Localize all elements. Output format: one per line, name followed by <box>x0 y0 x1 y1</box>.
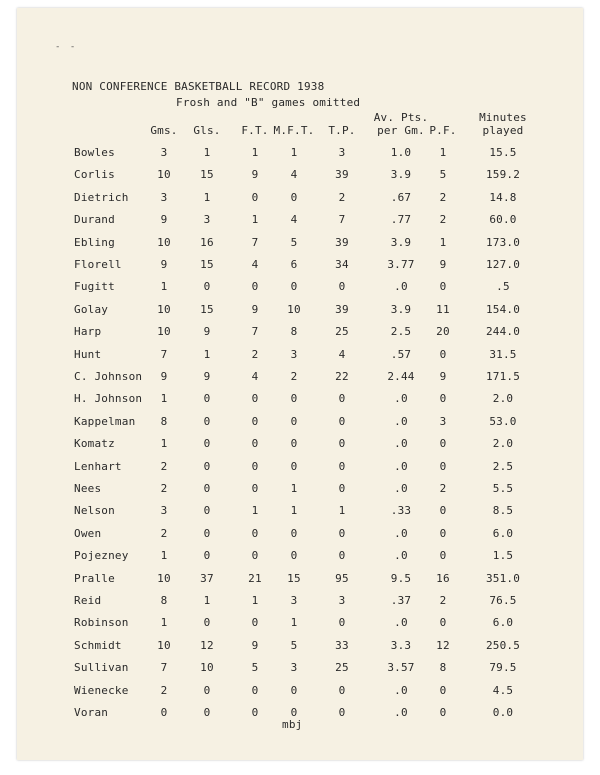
table-row <box>0 460 600 476</box>
cell-missed-free-throws: 3 <box>290 594 298 607</box>
cell-free-throws: 9 <box>251 638 259 652</box>
column-header-line2: P.F. <box>429 124 457 137</box>
cell-total-points: 2 <box>338 190 346 204</box>
cell-games: 1 <box>160 437 168 451</box>
cell-personal-fouls: 0 <box>439 549 447 563</box>
player-name: Harp <box>74 325 102 339</box>
cell-games: 10 <box>157 168 171 182</box>
table-row <box>0 303 600 319</box>
table-row <box>0 572 600 588</box>
cell-personal-fouls: 11 <box>436 302 450 316</box>
cell-minutes-played: 244.0 <box>485 325 521 339</box>
cell-personal-fouls: 1 <box>439 235 447 249</box>
cell-personal-fouls: 2 <box>439 594 447 607</box>
player-name: Dietrich <box>74 190 129 204</box>
cell-minutes-played: 5.5 <box>492 482 514 495</box>
player-name: Nelson <box>74 504 115 518</box>
cell-minutes-played: .5 <box>496 280 510 294</box>
player-name: Ebling <box>74 235 115 249</box>
cell-personal-fouls: 0 <box>439 280 447 294</box>
cell-goals: 3 <box>203 213 211 227</box>
player-name: Owen <box>74 526 102 540</box>
table-row <box>0 415 600 431</box>
cell-minutes-played: 8.5 <box>492 504 514 518</box>
player-name: Wienecke <box>74 683 129 697</box>
player-name: Golay <box>74 302 109 316</box>
column-header-line2: played <box>482 124 524 137</box>
cell-personal-fouls: 0 <box>439 706 447 719</box>
cell-free-throws: 0 <box>251 459 259 473</box>
cell-total-points: 3 <box>338 594 346 607</box>
cell-goals: 0 <box>203 459 211 473</box>
cell-free-throws: 0 <box>251 616 259 630</box>
cell-games: 8 <box>160 594 168 607</box>
cell-avg-points-per-game: .37 <box>390 594 412 607</box>
player-name: Reid <box>74 594 102 607</box>
cell-personal-fouls: 0 <box>439 437 447 451</box>
table-row <box>0 482 600 498</box>
cell-minutes-played: 14.8 <box>489 190 517 204</box>
cell-avg-points-per-game: 3.9 <box>390 235 412 249</box>
cell-personal-fouls: 1 <box>439 146 447 159</box>
cell-personal-fouls: 0 <box>439 392 447 406</box>
cell-total-points: 0 <box>338 526 346 540</box>
column-header-minutes-played <box>463 111 543 137</box>
cell-avg-points-per-game: .0 <box>394 459 408 473</box>
cell-games: 1 <box>160 549 168 563</box>
cell-personal-fouls: 20 <box>436 325 450 339</box>
cell-personal-fouls: 9 <box>439 258 447 271</box>
player-name: Kappelman <box>74 414 136 428</box>
cell-avg-points-per-game: 3.77 <box>387 258 415 271</box>
cell-goals: 1 <box>203 594 211 607</box>
cell-avg-points-per-game: 2.5 <box>390 325 412 339</box>
cell-avg-points-per-game: .0 <box>394 706 408 719</box>
cell-free-throws: 1 <box>251 146 259 159</box>
cell-missed-free-throws: 1 <box>290 482 298 495</box>
cell-personal-fouls: 12 <box>436 638 450 652</box>
cell-free-throws: 9 <box>251 302 259 316</box>
cell-missed-free-throws: 2 <box>290 370 298 383</box>
table-row <box>0 325 600 341</box>
cell-total-points: 0 <box>338 616 346 630</box>
cell-goals: 0 <box>203 504 211 518</box>
cell-free-throws: 7 <box>251 325 259 339</box>
player-name: Durand <box>74 213 115 227</box>
cell-games: 7 <box>160 661 168 675</box>
cell-minutes-played: 173.0 <box>485 235 521 249</box>
player-name: Corlis <box>74 168 115 182</box>
cell-missed-free-throws: 4 <box>290 168 298 182</box>
cell-minutes-played: 154.0 <box>485 302 521 316</box>
cell-avg-points-per-game: 3.57 <box>387 661 415 675</box>
cell-total-points: 7 <box>338 213 346 227</box>
cell-total-points: 39 <box>335 302 349 316</box>
cell-minutes-played: 15.5 <box>489 146 517 159</box>
pencil-mark: - - <box>55 42 78 52</box>
cell-missed-free-throws: 5 <box>290 638 298 652</box>
player-name: Robinson <box>74 616 129 630</box>
cell-missed-free-throws: 0 <box>290 459 298 473</box>
cell-missed-free-throws: 0 <box>290 392 298 406</box>
cell-free-throws: 1 <box>251 504 259 518</box>
cell-total-points: 25 <box>335 661 349 675</box>
cell-goals: 9 <box>203 370 211 383</box>
player-name: Voran <box>74 706 109 719</box>
table-row <box>0 168 600 184</box>
cell-personal-fouls: 9 <box>439 370 447 383</box>
cell-minutes-played: 2.5 <box>492 459 514 473</box>
cell-minutes-played: 60.0 <box>489 213 517 227</box>
cell-goals: 0 <box>203 437 211 451</box>
cell-missed-free-throws: 1 <box>290 504 298 518</box>
column-header-line2: M.F.T. <box>273 124 315 137</box>
player-name: Pojezney <box>74 549 129 563</box>
table-row <box>0 213 600 229</box>
cell-personal-fouls: 0 <box>439 683 447 697</box>
cell-total-points: 0 <box>338 683 346 697</box>
cell-total-points: 39 <box>335 168 349 182</box>
player-name: Florell <box>74 258 122 271</box>
cell-personal-fouls: 0 <box>439 526 447 540</box>
cell-avg-points-per-game: 3.9 <box>390 168 412 182</box>
cell-personal-fouls: 2 <box>439 213 447 227</box>
cell-avg-points-per-game: .0 <box>394 414 408 428</box>
cell-games: 9 <box>160 258 168 271</box>
cell-games: 10 <box>157 325 171 339</box>
cell-missed-free-throws: 0 <box>290 437 298 451</box>
cell-personal-fouls: 16 <box>436 571 450 585</box>
cell-missed-free-throws: 6 <box>290 258 298 271</box>
table-row <box>0 616 600 632</box>
cell-avg-points-per-game: 3.3 <box>390 638 412 652</box>
cell-personal-fouls: 8 <box>439 661 447 675</box>
cell-free-throws: 0 <box>251 549 259 563</box>
cell-total-points: 0 <box>338 549 346 563</box>
cell-minutes-played: 79.5 <box>489 661 517 675</box>
cell-avg-points-per-game: 9.5 <box>390 571 412 585</box>
cell-minutes-played: 127.0 <box>485 258 521 271</box>
column-header-line2: Gms. <box>150 124 178 137</box>
cell-games: 1 <box>160 280 168 294</box>
cell-total-points: 34 <box>335 258 349 271</box>
cell-free-throws: 21 <box>248 571 262 585</box>
cell-total-points: 0 <box>338 706 346 719</box>
cell-avg-points-per-game: .0 <box>394 616 408 630</box>
cell-free-throws: 7 <box>251 235 259 249</box>
record-title: NON CONFERENCE BASKETBALL RECORD 1938 <box>72 80 325 93</box>
cell-goals: 0 <box>203 526 211 540</box>
player-name: Fugitt <box>74 280 115 294</box>
cell-missed-free-throws: 1 <box>290 146 298 159</box>
cell-free-throws: 0 <box>251 190 259 204</box>
cell-free-throws: 2 <box>251 347 259 361</box>
cell-free-throws: 0 <box>251 280 259 294</box>
cell-goals: 0 <box>203 280 211 294</box>
cell-free-throws: 0 <box>251 526 259 540</box>
cell-goals: 0 <box>203 683 211 697</box>
cell-avg-points-per-game: .67 <box>390 190 412 204</box>
cell-total-points: 0 <box>338 280 346 294</box>
cell-goals: 16 <box>200 235 214 249</box>
cell-minutes-played: 6.0 <box>492 526 514 540</box>
cell-total-points: 3 <box>338 146 346 159</box>
cell-total-points: 0 <box>338 414 346 428</box>
cell-minutes-played: 53.0 <box>489 414 517 428</box>
player-name: Komatz <box>74 437 115 451</box>
cell-total-points: 0 <box>338 437 346 451</box>
cell-missed-free-throws: 0 <box>290 706 298 719</box>
cell-total-points: 33 <box>335 638 349 652</box>
table-row <box>0 437 600 453</box>
cell-games: 0 <box>160 706 168 719</box>
cell-goals: 0 <box>203 706 211 719</box>
cell-missed-free-throws: 0 <box>290 683 298 697</box>
player-name: Hunt <box>74 347 102 361</box>
cell-goals: 1 <box>203 146 211 159</box>
cell-free-throws: 0 <box>251 482 259 495</box>
cell-avg-points-per-game: .57 <box>390 347 412 361</box>
cell-free-throws: 0 <box>251 414 259 428</box>
cell-free-throws: 9 <box>251 168 259 182</box>
cell-minutes-played: 0.0 <box>492 706 514 719</box>
cell-minutes-played: 2.0 <box>492 392 514 406</box>
cell-free-throws: 4 <box>251 258 259 271</box>
table-row <box>0 594 600 610</box>
player-name: Pralle <box>74 571 115 585</box>
player-name: Lenhart <box>74 459 122 473</box>
cell-free-throws: 5 <box>251 661 259 675</box>
table-row <box>0 392 600 408</box>
cell-games: 7 <box>160 347 168 361</box>
table-row <box>0 549 600 565</box>
cell-personal-fouls: 5 <box>439 168 447 182</box>
table-row <box>0 280 600 296</box>
cell-avg-points-per-game: .77 <box>390 213 412 227</box>
cell-minutes-played: 351.0 <box>485 571 521 585</box>
cell-minutes-played: 171.5 <box>485 370 521 383</box>
cell-games: 10 <box>157 235 171 249</box>
cell-goals: 9 <box>203 325 211 339</box>
cell-avg-points-per-game: 2.44 <box>387 370 415 383</box>
cell-missed-free-throws: 5 <box>290 235 298 249</box>
cell-avg-points-per-game: .0 <box>394 437 408 451</box>
typist-initials: mbj <box>282 718 303 731</box>
column-header-line1: Av. Pts. <box>373 111 429 124</box>
cell-total-points: 22 <box>335 370 349 383</box>
cell-total-points: 39 <box>335 235 349 249</box>
table-row <box>0 661 600 677</box>
cell-goals: 15 <box>200 258 214 271</box>
cell-missed-free-throws: 4 <box>290 213 298 227</box>
cell-goals: 0 <box>203 549 211 563</box>
cell-total-points: 95 <box>335 571 349 585</box>
cell-games: 3 <box>160 504 168 518</box>
cell-minutes-played: 159.2 <box>485 168 521 182</box>
cell-free-throws: 0 <box>251 392 259 406</box>
cell-missed-free-throws: 0 <box>290 190 298 204</box>
player-name: Bowles <box>74 146 115 159</box>
cell-goals: 15 <box>200 168 214 182</box>
cell-missed-free-throws: 8 <box>290 325 298 339</box>
cell-avg-points-per-game: .33 <box>390 504 412 518</box>
player-name: C. Johnson <box>74 370 143 383</box>
cell-free-throws: 0 <box>251 437 259 451</box>
cell-games: 1 <box>160 392 168 406</box>
cell-goals: 1 <box>203 190 211 204</box>
cell-personal-fouls: 0 <box>439 616 447 630</box>
cell-avg-points-per-game: 1.0 <box>390 146 412 159</box>
cell-games: 9 <box>160 213 168 227</box>
column-header-line2: F.T. <box>241 124 269 137</box>
cell-minutes-played: 31.5 <box>489 347 517 361</box>
cell-goals: 15 <box>200 302 214 316</box>
cell-goals: 10 <box>200 661 214 675</box>
cell-personal-fouls: 2 <box>439 482 447 495</box>
cell-avg-points-per-game: .0 <box>394 482 408 495</box>
table-row <box>0 146 600 162</box>
cell-goals: 0 <box>203 482 211 495</box>
column-header-line1: Minutes <box>479 111 527 124</box>
cell-personal-fouls: 0 <box>439 504 447 518</box>
table-row <box>0 258 600 274</box>
cell-games: 2 <box>160 683 168 697</box>
cell-total-points: 0 <box>338 482 346 495</box>
cell-minutes-played: 250.5 <box>485 638 521 652</box>
cell-games: 10 <box>157 638 171 652</box>
cell-games: 2 <box>160 526 168 540</box>
cell-goals: 37 <box>200 571 214 585</box>
cell-games: 3 <box>160 190 168 204</box>
cell-games: 2 <box>160 459 168 473</box>
cell-total-points: 0 <box>338 392 346 406</box>
cell-games: 2 <box>160 482 168 495</box>
cell-missed-free-throws: 0 <box>290 526 298 540</box>
cell-missed-free-throws: 3 <box>290 347 298 361</box>
cell-avg-points-per-game: .0 <box>394 549 408 563</box>
table-row <box>0 236 600 252</box>
table-row <box>0 348 600 364</box>
cell-missed-free-throws: 0 <box>290 414 298 428</box>
table-row <box>0 504 600 520</box>
cell-free-throws: 1 <box>251 594 259 607</box>
cell-total-points: 0 <box>338 459 346 473</box>
cell-games: 8 <box>160 414 168 428</box>
cell-games: 3 <box>160 146 168 159</box>
table-row <box>0 639 600 655</box>
cell-games: 9 <box>160 370 168 383</box>
cell-personal-fouls: 2 <box>439 190 447 204</box>
cell-free-throws: 4 <box>251 370 259 383</box>
cell-minutes-played: 76.5 <box>489 594 517 607</box>
cell-avg-points-per-game: .0 <box>394 683 408 697</box>
record-subtitle: Frosh and "B" games omitted <box>176 96 361 109</box>
player-name: Nees <box>74 482 102 495</box>
cell-avg-points-per-game: .0 <box>394 526 408 540</box>
cell-avg-points-per-game: .0 <box>394 280 408 294</box>
cell-free-throws: 0 <box>251 683 259 697</box>
cell-games: 1 <box>160 616 168 630</box>
table-row <box>0 527 600 543</box>
cell-goals: 0 <box>203 392 211 406</box>
table-row <box>0 370 600 386</box>
cell-minutes-played: 1.5 <box>492 549 514 563</box>
table-row <box>0 684 600 700</box>
cell-minutes-played: 2.0 <box>492 437 514 451</box>
cell-games: 10 <box>157 571 171 585</box>
cell-games: 10 <box>157 302 171 316</box>
cell-avg-points-per-game: .0 <box>394 392 408 406</box>
cell-missed-free-throws: 10 <box>287 302 301 316</box>
cell-total-points: 4 <box>338 347 346 361</box>
cell-missed-free-throws: 0 <box>290 280 298 294</box>
cell-personal-fouls: 3 <box>439 414 447 428</box>
player-name: Sullivan <box>74 661 129 675</box>
cell-avg-points-per-game: 3.9 <box>390 302 412 316</box>
cell-minutes-played: 6.0 <box>492 616 514 630</box>
cell-missed-free-throws: 0 <box>290 549 298 563</box>
table-row <box>0 191 600 207</box>
cell-minutes-played: 4.5 <box>492 683 514 697</box>
cell-personal-fouls: 0 <box>439 459 447 473</box>
cell-total-points: 25 <box>335 325 349 339</box>
column-header-line2: Gls. <box>193 124 221 137</box>
column-header-line2: per Gm. <box>377 124 425 137</box>
player-name: H. Johnson <box>74 392 143 406</box>
cell-missed-free-throws: 3 <box>290 661 298 675</box>
cell-personal-fouls: 0 <box>439 347 447 361</box>
player-name: Schmidt <box>74 638 122 652</box>
cell-free-throws: 1 <box>251 213 259 227</box>
cell-goals: 0 <box>203 414 211 428</box>
cell-goals: 12 <box>200 638 214 652</box>
cell-free-throws: 0 <box>251 706 259 719</box>
cell-missed-free-throws: 1 <box>290 616 298 630</box>
cell-missed-free-throws: 15 <box>287 571 301 585</box>
column-header-line2: T.P. <box>328 124 356 137</box>
cell-total-points: 1 <box>338 504 346 518</box>
cell-goals: 1 <box>203 347 211 361</box>
cell-goals: 0 <box>203 616 211 630</box>
